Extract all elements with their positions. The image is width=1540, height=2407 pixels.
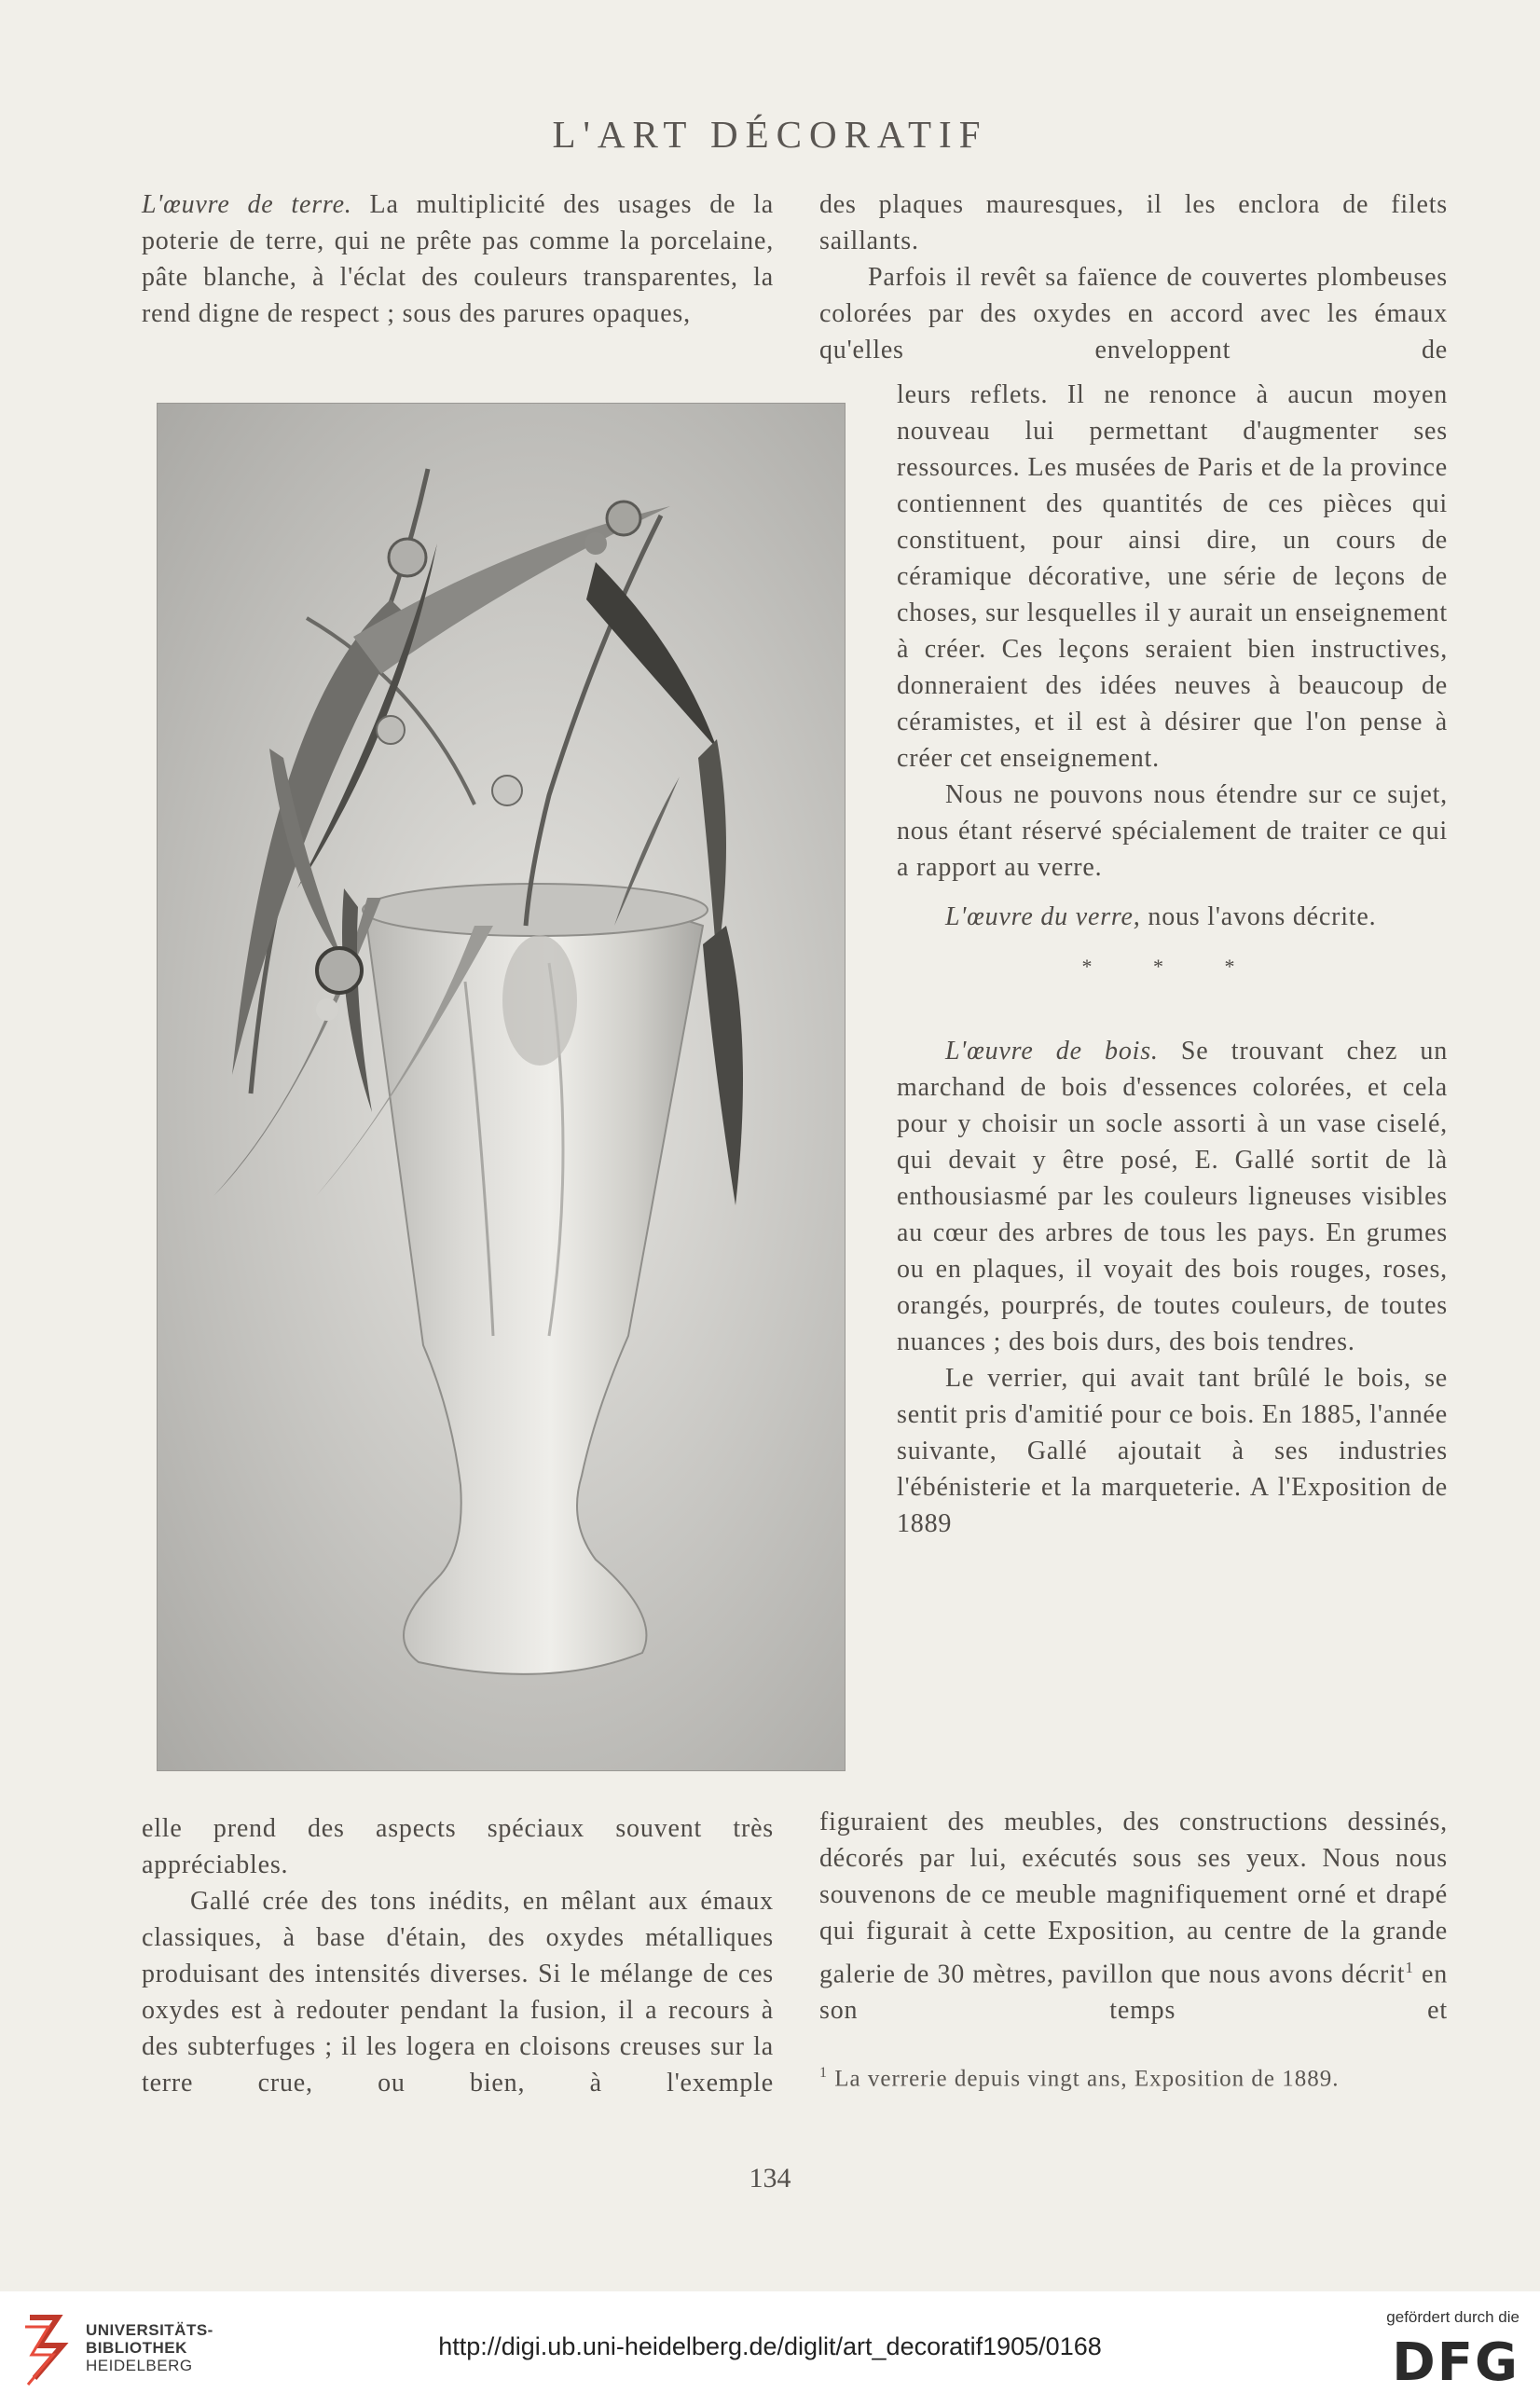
page-number: 134 [749,2163,791,2194]
vase-illustration [158,404,845,1770]
left-column-top [142,186,774,332]
section-separator: * * * [1081,955,1263,978]
right-column-bottom [819,1804,1448,2029]
paragraph-meubles [819,1804,1448,2029]
paragraph-aspects: elle prend des aspects spéciaux souvent très appréciables. [142,1814,774,1879]
footer-bar [0,2291,1540,2407]
section-lead-bois: L'œuvre de bois. [945,1037,1159,1066]
source-url-link[interactable]: http://digi.ub.uni-heidelberg.de/diglit/art_decoratif1905/0168 [438,2332,1102,2360]
page-header: L'ART DÉCORATIF [552,113,988,156]
footnote-marker: 1 [819,2065,828,2081]
section-lead-verre: L'œuvre du verre, [945,902,1141,931]
paragraph-plaques: des plaques mauresques, il les enclora de filets saillants. [819,190,1448,255]
funding-label: gefördert durch die [1386,2308,1519,2326]
paragraph-meubles-end: en son temps et [819,1960,1449,2026]
paragraph-reflets: leurs reflets. Il ne renonce à aucun moyen nouveau lui permettant d'augmenter ses ressources. Les musées de Paris et de la province contiennent des quantités de ces pièces qui constituent, pour ainsi dire, un cours de céramique décorative, une série de leçons de choses, sur lesquelles il y aurait un enseignement à créer. Ces leçons seraient bien instructives, donneraient des idées neuves à beaucoup de céramistes, et il est à désirer que l'on pense à créer cet enseignement. [897,380,1448,773]
paragraph-meubles-text: figuraient des meubles, des constructions dessinés, décorés par lui, exécutés sous ses yeux. Nous nous souvenons de ce meuble magnifiquement orné et drapé qui figurait à cette Exposition, au centre de la grande galerie de 30 mètres, pavillon que nous avons décrit [819,1808,1448,1989]
paragraph-terre-intro: La multiplicité des usages de la poterie de terre, qui ne prête pas comme la porcelaine, pâte blanche, à l'éclat des couleurs transparentes, la rend digne de respect ; sous des parures opaques, [142,190,774,328]
footnote-text: La verrerie depuis vingt ans, Exposition de 1889. [834,2066,1340,2092]
paragraph-verre [897,899,1448,935]
paragraph-bois-text: Se trouvant chez un marchand de bois d'essences colorées, et cela pour y choisir un socle assorti à un vase ciselé, qui devait y être posé, E. Gallé sortit de là enthousiasmé par les couleurs ligneuses visibles au cœur des arbres de tous les pays. En grumes ou en plaques, il voyait des bois rouges, roses, orangés, pourprés, de toutes couleurs, de toutes nuances ; des bois durs, des bois tendres. [897,1037,1448,1356]
paragraph-etendre: Nous ne pouvons nous étendre sur ce sujet, nous étant réservé spécialement de traiter ce qui a rapport au verre. [897,780,1448,882]
dfg-logo: DFG [1392,2332,1519,2393]
library-logo-text: UNIVERSITÄTS- BIBLIOTHEK HEIDELBERG [86,2321,213,2374]
paragraph-verre-text: nous l'avons décrite. [1140,902,1377,931]
vase-photograph [157,403,846,1771]
paragraph-couvertes: Parfois il revêt sa faïence de couvertes plombeuses colorées par des oxydes en accord avec les émaux qu'elles enveloppent de [819,263,1448,364]
paragraph-galle-tons: Gallé crée des tons inédits, en mêlant aux émaux classiques, à base d'étain, des oxydes métalliques produisant des intensités diverses. Si le mélange de ces oxydes est à redouter pendant la fusion, il a recours à des subterfuges ; il les logera en cloisons creuses sur la terre crue, ou bien, à l'exemple [142,1887,774,2098]
left-column-bottom [142,1810,774,2101]
paragraph-verrier: Le verrier, qui avait tant brûlé le bois, se sentit pris d'amitié pour ce bois. En 1885, l'année suivante, Gallé ajoutait à ses industries l'ébénisterie et la marqueterie. A l'Exposition de 1889 [897,1364,1448,1538]
paragraph-bois [897,1033,1448,1360]
footnote-reference[interactable]: 1 [1405,1959,1414,1976]
footnote [819,2056,1442,2095]
right-column-middle [897,377,1448,1542]
right-column-top [819,186,1448,368]
section-lead-terre: L'œuvre de terre. [142,190,352,219]
